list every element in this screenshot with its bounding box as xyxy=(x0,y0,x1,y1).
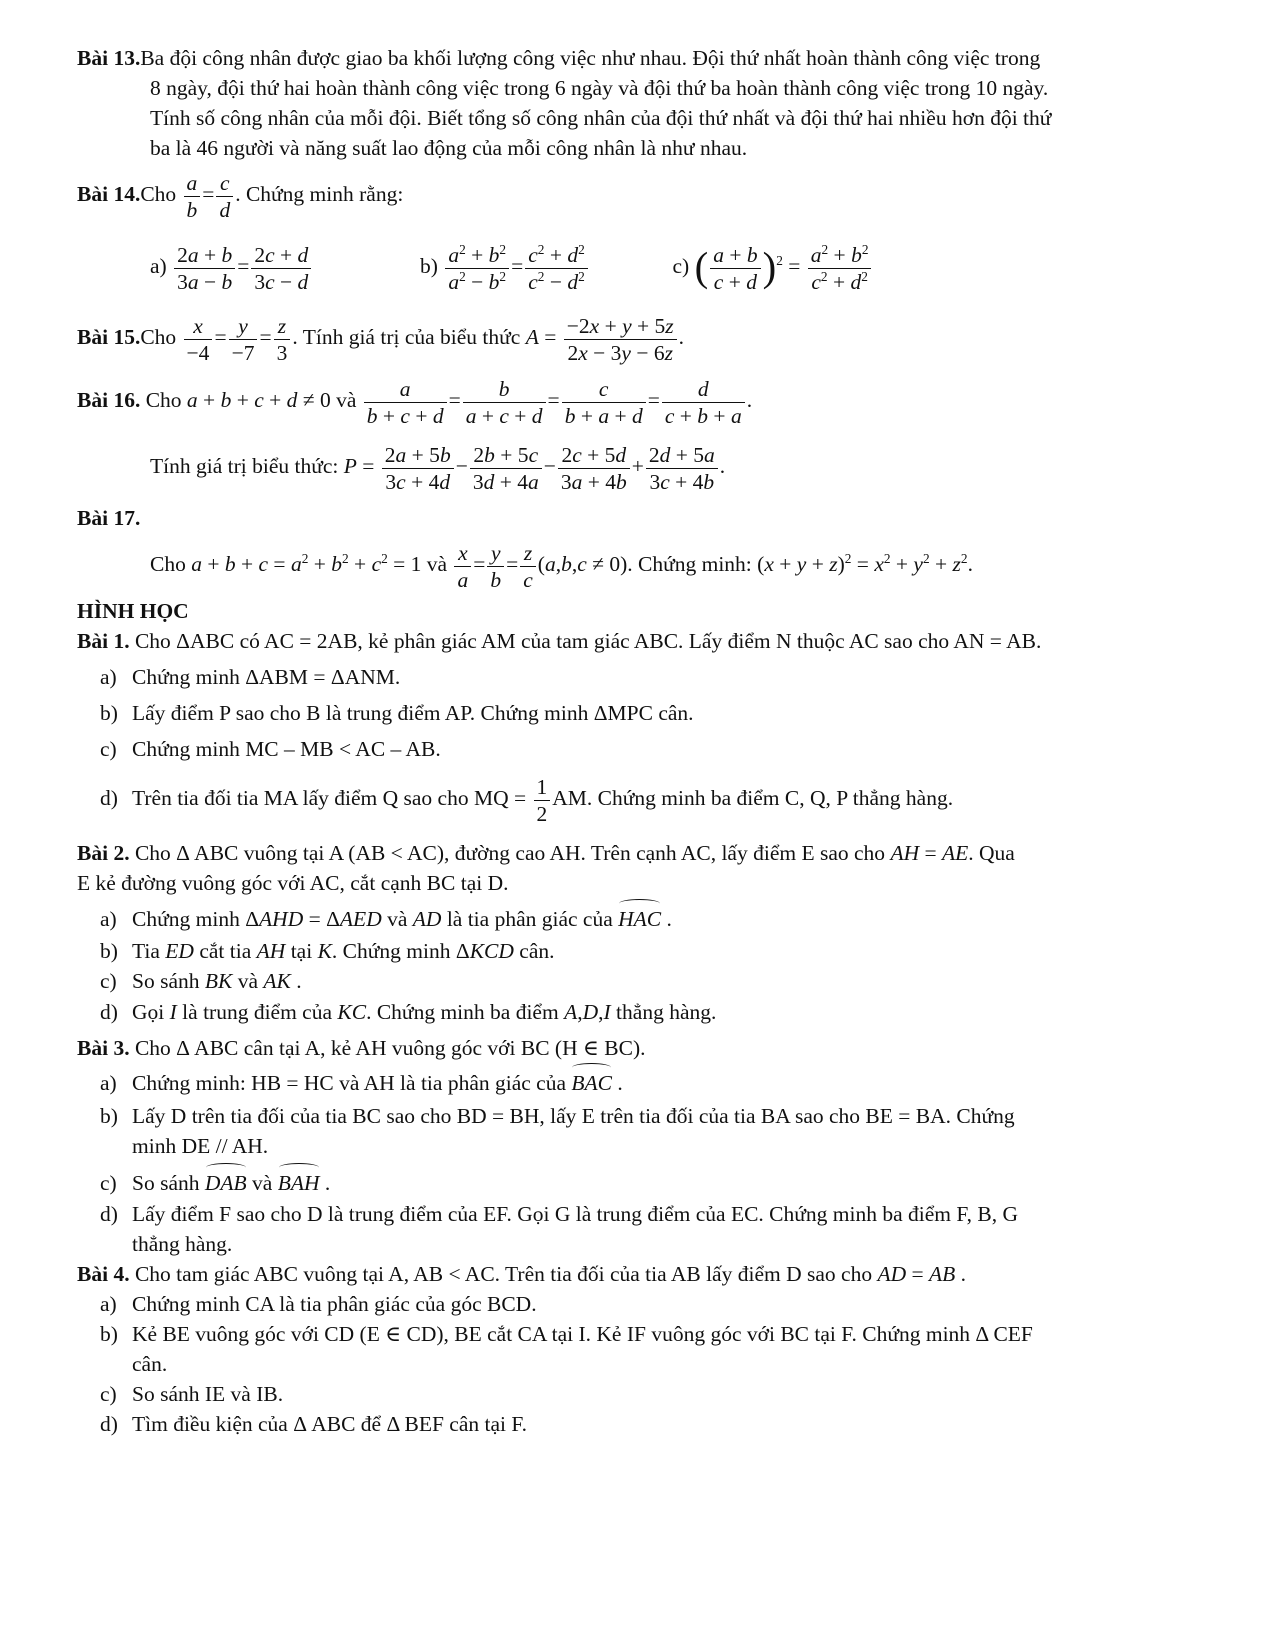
formula-c: $\frac{a + b}{c + d}$ xyxy=(710,242,760,295)
problem-16-label: Bài 16. xyxy=(77,388,141,412)
geo-problem-2-statement: Bài 2. Cho Δ ABC vuông tại A (AB < AC), đường cao AH. Trên cạnh AC, lấy điểm E sao cho AH = AE. Qua xyxy=(77,841,1015,865)
problem-16-expression: Tính giá trị biểu thức: P = $\frac{2a + 5b}{3c + 4d}$ − $\frac{2b + 5c}{3d + 4a}$ − $\frac{2c + 5d}{3a + 4b}$ + $\frac{2d + 5a}{3c + 4b}$ . xyxy=(150,442,726,494)
geo-2-part-d: d) Gọi I là trung điểm của KC. Chứng minh ba điểm A,D,I thẳng hàng. xyxy=(100,1000,717,1024)
problem-17-label: Bài 17. xyxy=(77,506,141,530)
geo-3-part-c: c) So sánh DAB và BAH . xyxy=(100,1168,1200,1198)
geo-2-part-a: a) Chứng minh ΔAHD = ΔAED và AD là tia phân giác của HAC . xyxy=(100,904,1200,934)
problem-13-line-3: Tính số công nhân của mỗi đội. Biết tổng số công nhân của đội thứ nhất và đội thứ hai nhiều hơn đội thứ xyxy=(150,106,1052,130)
geo-2-part-c: c) So sánh BK và AK . xyxy=(100,969,302,993)
geo-problem-2-line-2: E kẻ đường vuông góc với AC, cắt cạnh BC tại D. xyxy=(77,871,509,895)
formula: $\frac{a}{b}$ xyxy=(184,170,201,223)
geo-4-part-a: a) Chứng minh CA là tia phân giác của góc BCD. xyxy=(100,1292,537,1316)
geo-problem-1-label: Bài 1. xyxy=(77,629,130,653)
geo-problem-3-label: Bài 3. xyxy=(77,1036,130,1060)
problem-16-statement: Bài 16. Cho a + b + c + d ≠ 0 và $\frac{a}{b + c + d}$ = $\frac{b}{a + c + d}$ = $\frac{c}{b + a + d}$ = $\frac{d}{c + b + a}$ . xyxy=(77,376,753,428)
geo-2-part-b: b) Tia ED cắt tia AH tại K. Chứng minh ΔKCD cân. xyxy=(100,939,555,963)
geo-4-part-d: d) Tìm điều kiện của Δ ABC để Δ BEF cân tại F. xyxy=(100,1412,527,1436)
geo-problem-2-label: Bài 2. xyxy=(77,841,130,865)
problem-14-label: Bài 14. xyxy=(77,182,141,206)
geo-1-part-a: a) Chứng minh ΔABM = ΔANM. xyxy=(100,665,401,689)
geo-4-part-b-line-2: cân. xyxy=(132,1352,168,1376)
geo-1-part-b: b) Lấy điểm P sao cho B là trung điểm AP. Chứng minh ΔMPC cân. xyxy=(100,701,694,725)
geo-problem-3-statement: Bài 3. Cho Δ ABC cân tại A, kẻ AH vuông góc với BC (H ∈ BC). xyxy=(77,1036,646,1060)
problem-13-line-1: Bài 13.Ba đội công nhân được giao ba khối lượng công việc như nhau. Đội thứ nhất hoàn thành công việc trong xyxy=(77,46,1041,70)
formula-b: $\frac{a^2 + b^2}{a^2 - b^2}$ xyxy=(445,242,509,295)
problem-13-line-4: ba là 46 người và năng suất lao động của mỗi công nhân là như nhau. xyxy=(150,136,748,160)
problem-14-parts: a) $\frac{2a + b}{3a - b}$ = $\frac{2c + d}{3c - d}$ b) $\frac{a^2 + b^2}{a^2 - b^2}$ = $\frac{c^2 + d^2}{c^2 - d^2}$ c) ( $\frac{a + b}{c + d}$ )$^2$ = $\frac{a^2 + b^2}{c^2 + d^2}$ xyxy=(150,236,1200,296)
geo-3-part-b: b) Lấy D trên tia đối của tia BC sao cho BD = BH, lấy E trên tia đối của tia BA sao cho BE = BA. Chứng xyxy=(100,1104,1015,1128)
geo-4-part-c: c) So sánh IE và IB. xyxy=(100,1382,284,1406)
geo-3-part-d-line-2: thẳng hàng. xyxy=(132,1232,233,1256)
geo-3-part-a: a) Chứng minh: HB = HC và AH là tia phân giác của BAC . xyxy=(100,1068,1200,1098)
geo-3-part-b-line-2: minh DE // AH. xyxy=(132,1134,269,1158)
geo-1-part-c: c) Chứng minh MC – MB < AC – AB. xyxy=(100,737,441,761)
geometry-heading: HÌNH HỌC xyxy=(77,599,189,623)
problem-13-line-2: 8 ngày, đội thứ hai hoàn thành công việc trong 6 ngày và đội thứ ba hoàn thành công việc trong 10 ngày. xyxy=(150,76,1049,100)
formula-a: $\frac{2a + b}{3a - b}$ xyxy=(174,242,235,295)
problem-15-label: Bài 15. xyxy=(77,325,141,349)
geo-1-part-d: d) Trên tia đối tia MA lấy điểm Q sao cho MQ = $\frac{1}{2}$ AM. Chứng minh ba điểm C, Q, P thẳng hàng. xyxy=(100,774,954,826)
problem-15-statement: Bài 15.Cho $\frac{x}{-4}$ = $\frac{y}{-7}$ = $\frac{z}{3}$ . Tính giá trị của biểu thức A = $\frac{-2x + y + 5z}{2x - 3y - 6z}$ . xyxy=(77,313,685,365)
geo-4-part-b: b) Kẻ BE vuông góc với CD (E ∈ CD), BE cắt CA tại I. Kẻ IF vuông góc với BC tại F. Chứng minh Δ CEF xyxy=(100,1322,1033,1346)
problem-13-label: Bài 13. xyxy=(77,46,141,70)
problem-17-label-row xyxy=(77,503,1200,533)
geo-problem-4-statement: Bài 4. Cho tam giác ABC vuông tại A, AB < AC. Trên tia đối của tia AB lấy điểm D sao cho AD = AB . xyxy=(77,1262,967,1286)
formula: $\frac{-2x + y + 5z}{2x - 3y - 6z}$ xyxy=(564,313,677,366)
geo-3-part-d: d) Lấy điểm F sao cho D là trung điểm của EF. Gọi G là trung điểm của EC. Chứng minh ba điểm F, B, G xyxy=(100,1202,1018,1226)
problem-17-statement: Cho $a + b + c = a^2 + b^2 + c^2 = 1$ và $\frac{x}{a}$ = $\frac{y}{b}$ = $\frac{z}{c}$ (a,b,c ≠ 0). Chứng minh: $(x + y + z)^2 = x^2 + y^2 + z^2$. xyxy=(150,540,973,592)
geo-problem-4-label: Bài 4. xyxy=(77,1262,130,1286)
geo-problem-1-statement: Bài 1. Cho ΔABC có AC = 2AB, kẻ phân giác AM của tam giác ABC. Lấy điểm N thuộc AC sao cho AN = AB. xyxy=(77,629,1042,653)
problem-14-statement: Bài 14.Cho $\frac{a}{b}$ = $\frac{c}{d}$ . Chứng minh rằng: xyxy=(77,170,404,222)
